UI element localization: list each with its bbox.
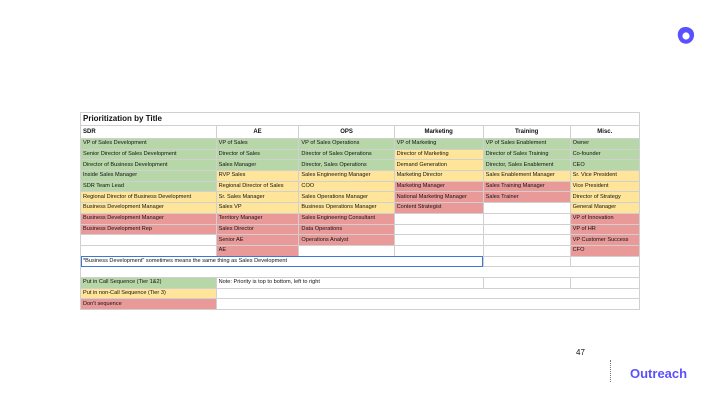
table-cell: Content Strategist (394, 203, 483, 214)
table-cell: Director, Sales Operations (299, 160, 394, 171)
table-cell: Sales Training Manager (483, 181, 570, 192)
prioritization-sheet (80, 112, 640, 310)
table-cell: Regional Director of Sales (216, 181, 299, 192)
table-cell: VP of Marketing (394, 139, 483, 150)
table-row (81, 171, 640, 182)
header-marketing: Marketing (394, 126, 483, 139)
table-cell (483, 203, 570, 214)
table-cell: Sales Director (216, 224, 299, 235)
table-cell: Director of Sales (216, 149, 299, 160)
table-cell: VP of Sales Enablement (483, 139, 570, 150)
footer-divider (610, 360, 611, 382)
note-row (81, 256, 640, 267)
table-cell: Inside Sales Manager (81, 171, 217, 182)
table-cell: Director of Sales Training (483, 149, 570, 160)
table-cell: VP of Innovation (570, 213, 639, 224)
table-cell (483, 245, 570, 256)
table-cell (394, 213, 483, 224)
table-cell: Director of Sales Operations (299, 149, 394, 160)
header-training: Training (483, 126, 570, 139)
table-row (81, 213, 640, 224)
table-cell (299, 245, 394, 256)
table-row (81, 139, 640, 150)
table-cell: Sales Trainer (483, 192, 570, 203)
table-cell: Director of Marketing (394, 149, 483, 160)
table-cell: SDR Team Lead (81, 181, 217, 192)
table-cell (483, 213, 570, 224)
table-cell: Sales Engineering Manager (299, 171, 394, 182)
table-cell: Marketing Director (394, 171, 483, 182)
legend-row (81, 277, 640, 288)
table-cell: COO (299, 181, 394, 192)
table-cell: General Manager (570, 203, 639, 214)
table-cell: VP of Sales (216, 139, 299, 150)
table-cell: Owner (570, 139, 639, 150)
table-cell: Operations Analyst (299, 235, 394, 246)
table-row (81, 192, 640, 203)
brand-wordmark: Outreach (630, 366, 688, 381)
table-cell: Regional Director of Business Development (81, 192, 217, 203)
table-cell: Sales Enablement Manager (483, 171, 570, 182)
legend-row (81, 299, 640, 310)
table-row (81, 235, 640, 246)
priority-note: Note: Priority is top to bottom, left to right (216, 277, 483, 288)
legend-tier-1-2: Put in Call Sequence (Tier 1&2) (81, 277, 217, 288)
table-row (81, 203, 640, 214)
table-row (81, 245, 640, 256)
table-cell: Business Operations Manager (299, 203, 394, 214)
header-ae: AE (216, 126, 299, 139)
table-cell: VP of HR (570, 224, 639, 235)
sheet-title: Prioritization by Title (80, 112, 640, 125)
table-row (81, 181, 640, 192)
table-cell: AE (216, 245, 299, 256)
legend-tier-3: Put in non-Call Sequence (Tier 3) (81, 288, 217, 299)
table-cell: Territory Manager (216, 213, 299, 224)
outreach-logo-icon (674, 24, 698, 48)
header-misc: Misc. (570, 126, 639, 139)
header-ops: OPS (299, 126, 394, 139)
table-cell: Co-founder (570, 149, 639, 160)
table-cell: VP Customer Success (570, 235, 639, 246)
table-cell: Sr. Vice President (570, 171, 639, 182)
table-cell: Business Development Rep (81, 224, 217, 235)
table-cell: Demand Generation (394, 160, 483, 171)
table-cell: Senior AE (216, 235, 299, 246)
table-cell: Director of Business Development (81, 160, 217, 171)
table-cell (394, 224, 483, 235)
table-row (81, 224, 640, 235)
table-cell: Sales Engineering Consultant (299, 213, 394, 224)
page-number: 47 (576, 348, 585, 357)
table-cell: CFO (570, 245, 639, 256)
table-cell: Sales Operations Manager (299, 192, 394, 203)
table-cell (483, 235, 570, 246)
table-row (81, 160, 640, 171)
table-cell: Senior Director of Sales Development (81, 149, 217, 160)
spacer-row (81, 267, 640, 278)
table-cell: Sr. Sales Manager (216, 192, 299, 203)
header-row (81, 126, 640, 139)
table-cell: Vice President (570, 181, 639, 192)
legend-dont-sequence: Don't sequence (81, 299, 217, 310)
table-row (81, 149, 640, 160)
table-cell: Marketing Manager (394, 181, 483, 192)
business-development-note: *Business Development" sometimes means the same thing as Sales Development (81, 256, 484, 267)
table-cell: Sales VP (216, 203, 299, 214)
table-cell: VP of Sales Operations (299, 139, 394, 150)
table-cell: Data Operations (299, 224, 394, 235)
table-cell: Business Development Manager (81, 213, 217, 224)
table-cell: Director of Strategy (570, 192, 639, 203)
table-cell: Business Development Manager (81, 203, 217, 214)
table-cell: National Marketing Manager (394, 192, 483, 203)
table-cell: Director, Sales Enablement (483, 160, 570, 171)
table-cell (394, 235, 483, 246)
table-cell: CEO (570, 160, 639, 171)
header-sdr: SDR (81, 126, 217, 139)
table-cell: VP of Sales Development (81, 139, 217, 150)
table-cell (81, 245, 217, 256)
table-cell (81, 235, 217, 246)
legend-row (81, 288, 640, 299)
table-cell (483, 224, 570, 235)
table-cell: RVP Sales (216, 171, 299, 182)
table-cell (394, 245, 483, 256)
prioritization-table (80, 125, 640, 310)
table-cell: Sales Manager (216, 160, 299, 171)
